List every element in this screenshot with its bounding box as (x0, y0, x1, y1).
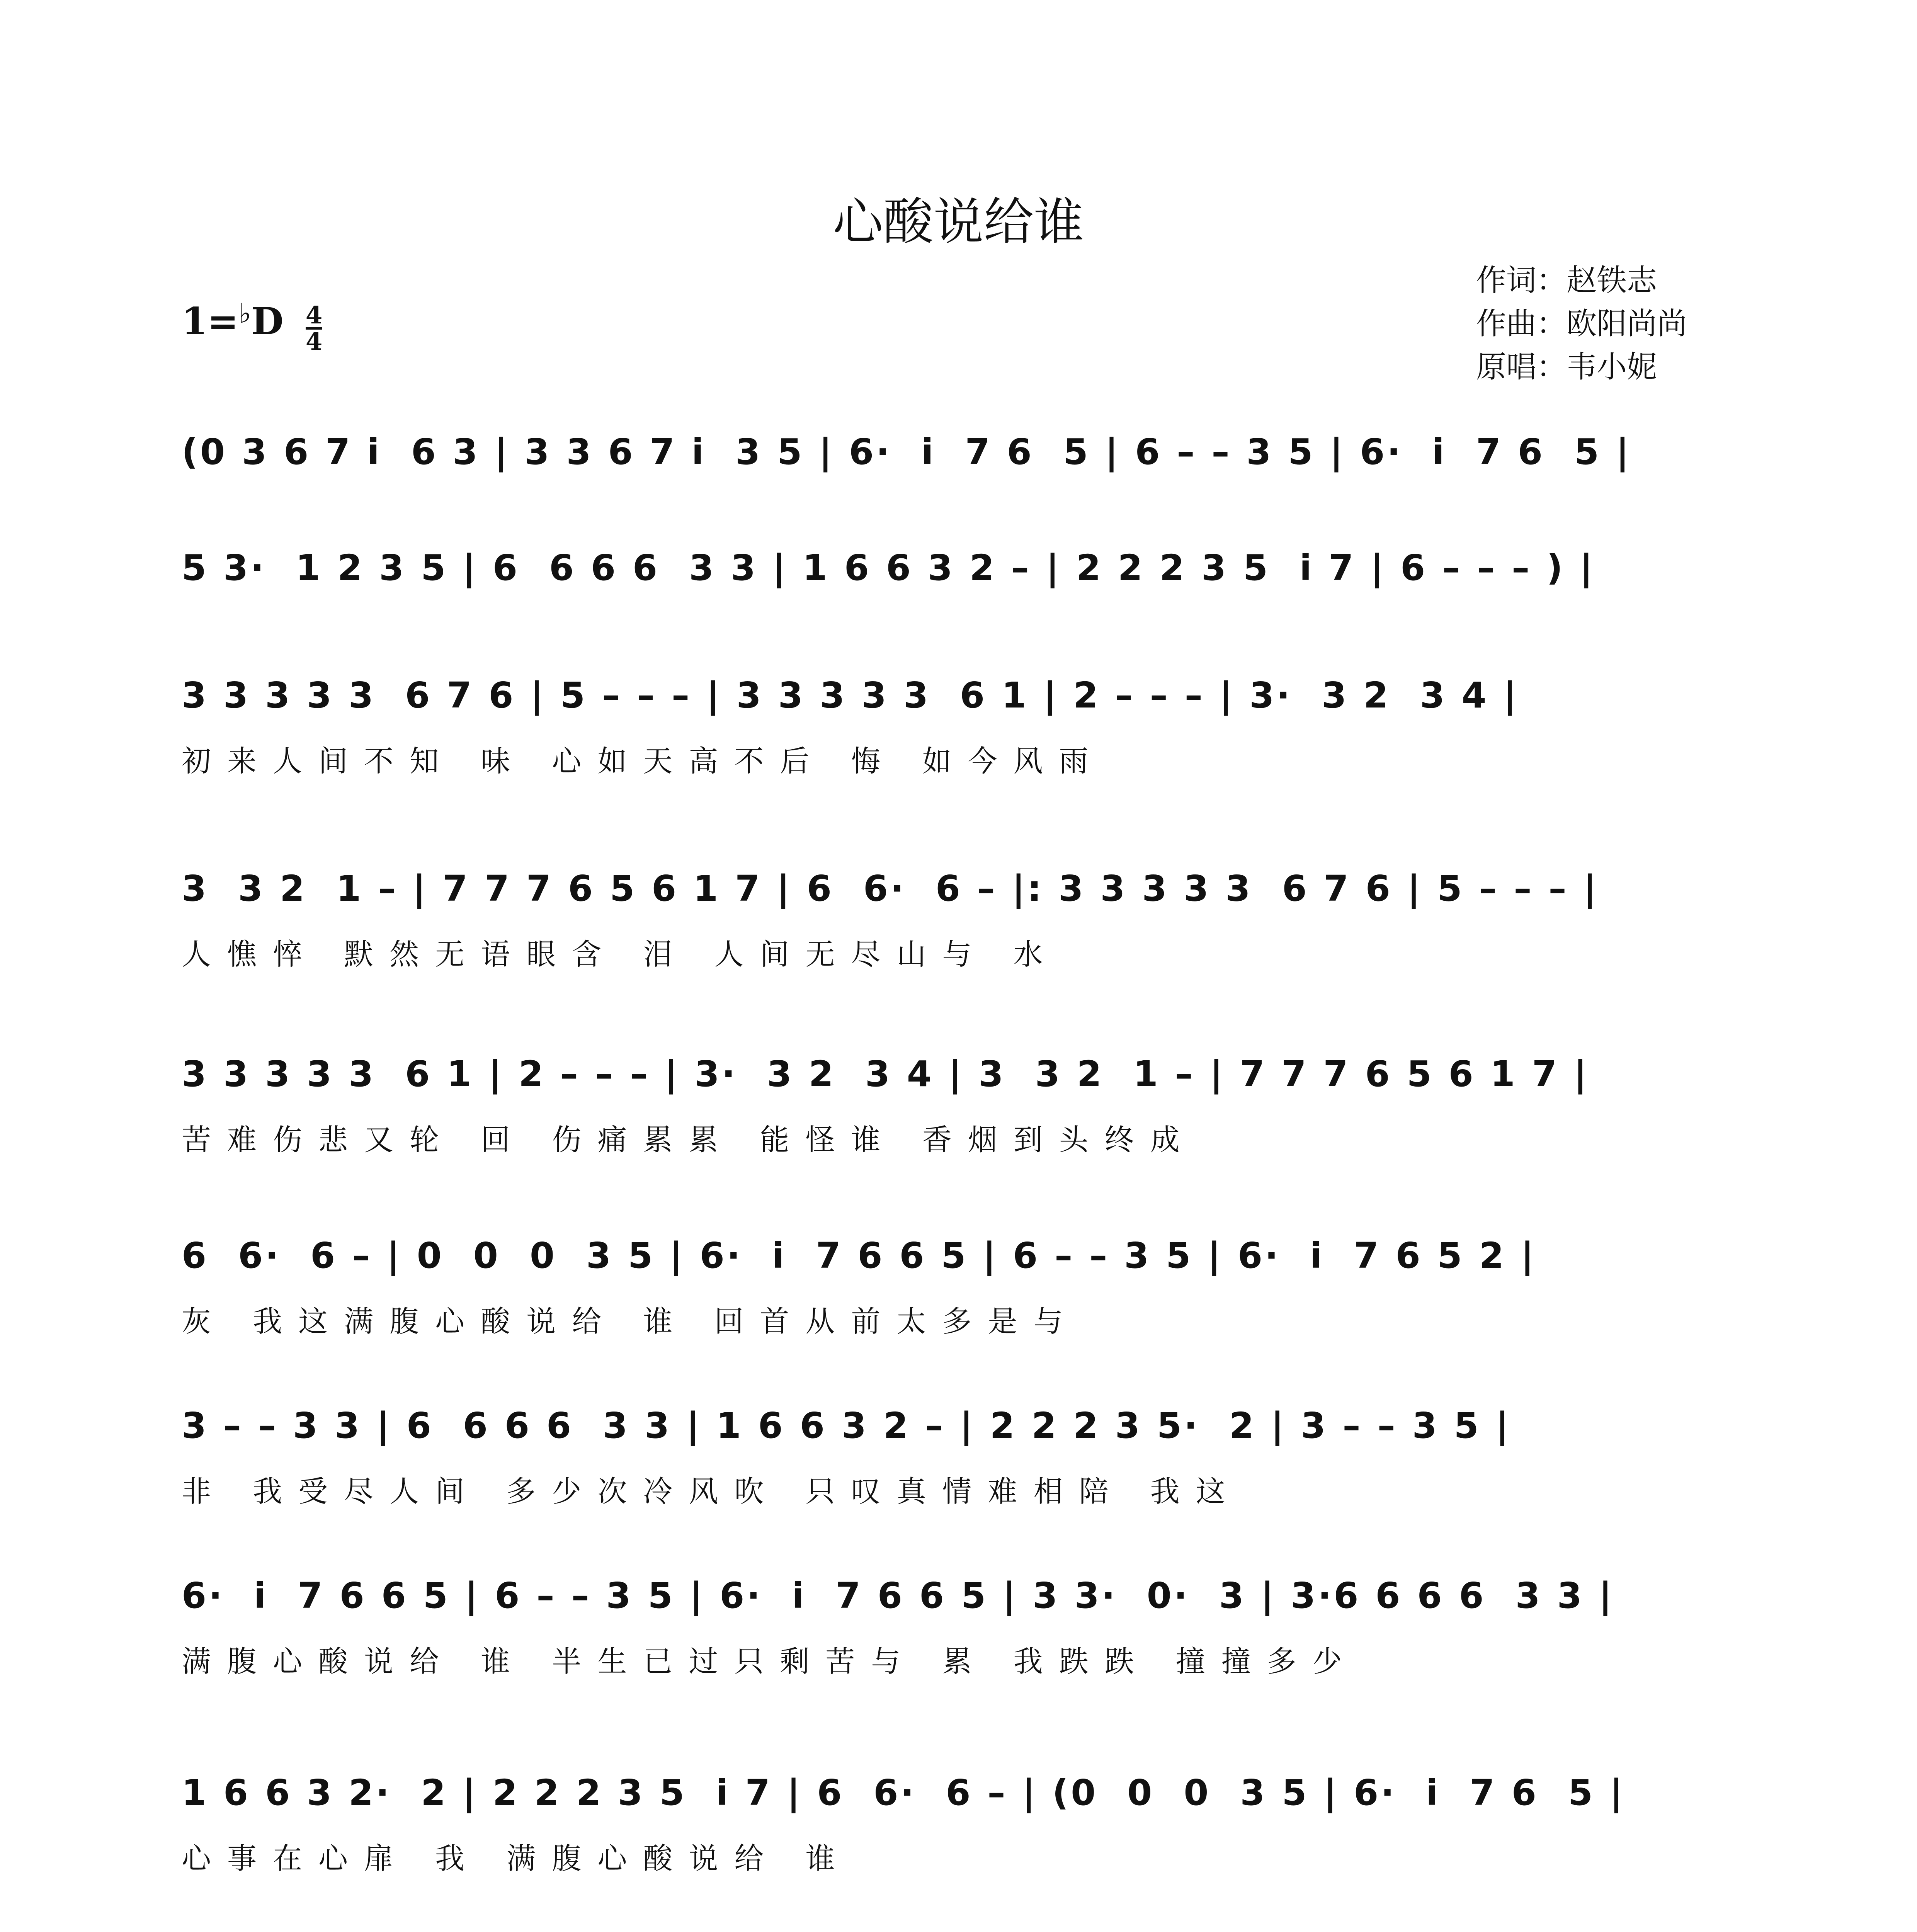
notation-system (182, 1043, 1735, 1206)
notation-system (182, 665, 1735, 827)
notation-line: 3 3 3 3 3 6 7 6 | 5 – – – | 3 3 3 3 3 6 1 | 2 – – – | 3· 3 2 3 4 | (182, 675, 1519, 716)
lyric-line: 初来人间不知 味 心如天高不后 悔 如今风雨 (182, 744, 1105, 778)
lyricist-credit: 作词：赵铁志 (1476, 263, 1657, 298)
lyric-line: 苦难伤悲又轮 回 伤痛累累 能怪谁 香烟到头终成 (182, 1122, 1196, 1157)
lyric-line: 灰 我这满腹心酸说给 谁 回首从前太多是与 (182, 1304, 1079, 1338)
song-title: 心酸说给谁 (833, 192, 1084, 251)
notation-line: 1 6 6 3 2· 2 | 2 2 2 3 5 i 7 | 6 6· 6 – | (0 0 0 3 5 | 6· i 7 6 5 | (182, 1772, 1625, 1813)
notation-line: 5 3· 1 2 3 5 | 6 6 6 6 3 3 | 1 6 6 3 2 – | 2 2 2 3 5 i 7 | 6 – – – ) | (182, 547, 1595, 588)
key-note: D (251, 299, 284, 343)
notation-system (182, 1565, 1735, 1727)
credits (1476, 259, 1687, 389)
lyric-line: 心事在心扉 我 满腹心酸说给 谁 (182, 1841, 851, 1876)
notation-system (182, 1225, 1735, 1387)
notation-line: 6 6· 6 – | 0 0 0 3 5 | 6· i 7 6 6 5 | 6 – – 3 5 | 6· i 7 6 5 2 | (182, 1235, 1536, 1276)
notation-system (182, 1762, 1735, 1924)
composer-credit: 作曲：欧阳尚尚 (1476, 306, 1687, 341)
singer-credit: 原唱：韦小妮 (1476, 350, 1657, 384)
key-prefix: 1= (182, 299, 239, 343)
lyric-line (182, 495, 1735, 541)
notation-line: 3 3 3 3 3 6 1 | 2 – – – | 3· 3 2 3 4 | 3 3 2 1 – | 7 7 7 6 5 6 1 7 | (182, 1053, 1589, 1095)
notation-line: 3 – – 3 3 | 6 6 6 6 3 3 | 1 6 6 3 2 – | 2 2 2 3 5· 2 | 3 – – 3 5 | (182, 1405, 1511, 1446)
notation-system (182, 1395, 1735, 1557)
meter-top: 4 (305, 301, 323, 329)
notation-line: 3 3 2 1 – | 7 7 7 6 5 6 1 7 | 6 6· 6 – |: 3 3 3 3 3 6 7 6 | 5 – – – | (182, 868, 1599, 909)
notation-line: 6· i 7 6 6 5 | 6 – – 3 5 | 6· i 7 6 6 5 | 3 3· 0· 3 | 3·6 6 6 6 3 3 | (182, 1575, 1614, 1616)
lyric-line: 非 我受尽人间 多少次冷风吹 只叹真情难相陪 我这 (182, 1474, 1242, 1509)
notation-line: (0 3 6 7 i 6 3 | 3 3 6 7 i 3 5 | 6· i 7 6 5 | 6 – – 3 5 | 6· i 7 6 5 | (182, 431, 1631, 473)
time-signature (306, 303, 322, 354)
meter-bottom: 4 (305, 327, 323, 355)
flat-sign: ♭ (238, 298, 252, 329)
key-signature (182, 298, 322, 354)
lyric-line: 满腹心酸说给 谁 半生已过只剩苦与 累 我跌跌 撞撞多少 (182, 1644, 1358, 1679)
notation-system (182, 858, 1735, 1020)
lyric-line: 人憔悴 默然无语眼含 泪 人间无尽山与 水 (182, 937, 1059, 971)
lyric-line (182, 611, 1735, 657)
